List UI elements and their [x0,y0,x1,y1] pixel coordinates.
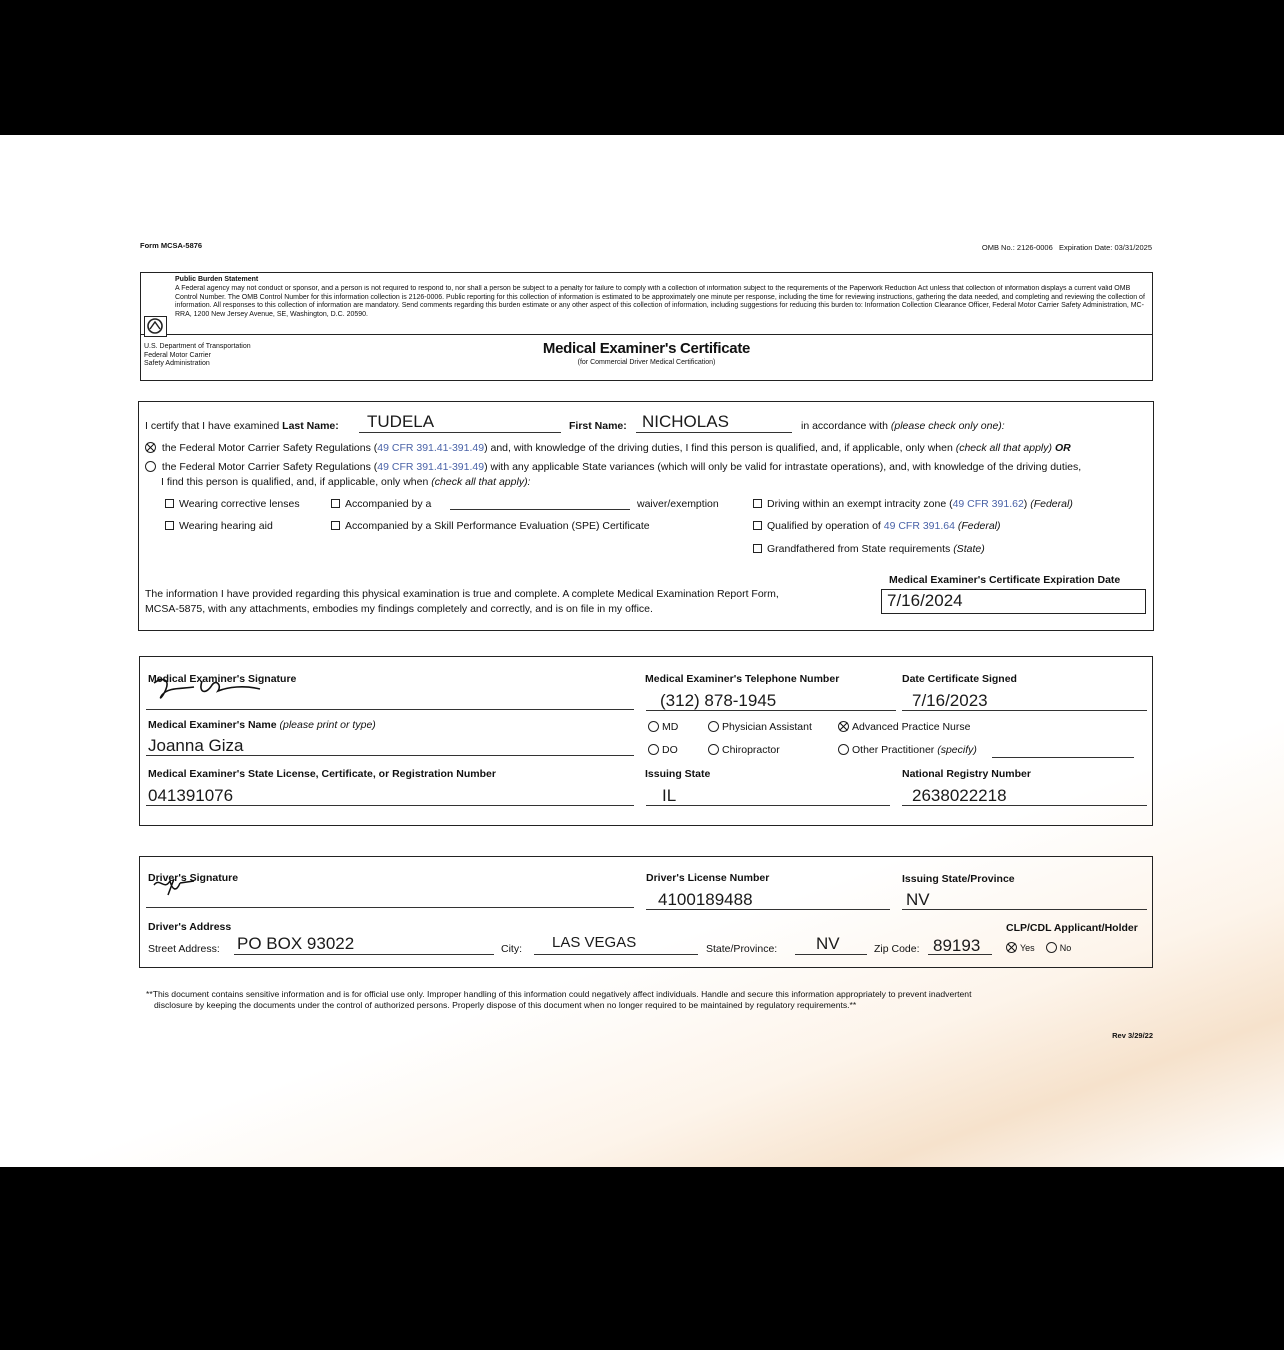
cond-waiver-label: waiver/exemption [637,498,719,510]
last-name-underline [359,432,561,433]
opt-chiro-radio[interactable] [708,744,719,755]
driver-box [139,856,1153,968]
examiner-name-label: Medical Examiner's Name [148,719,277,731]
opt-md [648,721,678,733]
cond-accompanied-checkbox[interactable] [331,499,340,508]
driver-state-line [902,909,1147,910]
cond-operation-note: (Federal) [957,520,1001,532]
page-title: Medical Examiner's Certificate [542,340,751,357]
option-federal-row [145,442,1071,454]
revision: Rev 3/29/22 [1112,1031,1153,1040]
opt-chiro [708,744,780,756]
certify-intro-row [145,420,339,432]
omb-number: OMB No.: 2126-0006 Expiration Date: 03/31/2025 [981,243,1152,252]
agency-line1: U.S. Department of Transportation [144,343,251,350]
driver-state-label: Issuing State/Province [902,873,1015,885]
driver-license-line [646,909,890,910]
option1-pre: the Federal Motor Carrier Safety Regulations ( [161,442,378,454]
clp-yes-radio[interactable] [1006,942,1017,953]
option-state-row2 [161,476,530,488]
cond-grandfathered-checkbox[interactable] [753,544,762,553]
first-name-value[interactable]: NICHOLAS [642,412,729,431]
opt-do-radio[interactable] [648,744,659,755]
first-name-underline [636,432,792,433]
opt-other-label: Other Practitioner [852,744,935,756]
issuing-state-line [646,805,890,806]
examiner-name-label-row [148,719,376,731]
expiration-label: Medical Examiner's Certificate Expiration Date [889,574,1121,586]
issuing-state-label: Issuing State [645,768,711,780]
opt-other-note: (specify) [937,744,977,756]
cond-intracity [753,498,1073,510]
opt-other-radio[interactable] [838,744,849,755]
certification-box [138,401,1154,631]
province-value[interactable]: NV [816,934,840,953]
cond-hearing-checkbox[interactable] [165,521,174,530]
cond-accompanied [331,498,431,510]
option1-post: ) and, with knowledge of the driving duties, I find this person is qualified, and, if applicable, only when [484,442,953,454]
cond-operation-checkbox[interactable] [753,521,762,530]
examiner-phone-line [646,710,896,711]
burden-section [141,273,1152,335]
street-line [234,954,494,955]
opt-apn [838,721,970,733]
driver-state-value[interactable]: NV [906,890,930,909]
driver-license-label: Driver's License Number [646,872,770,884]
agency-line3: Safety Administration [144,360,210,367]
opt-apn-radio[interactable] [838,721,849,732]
province-line [795,954,867,955]
opt-chiro-label: Chiropractor [722,744,780,756]
option2-line2: I find this person is qualified, and, if applicable, only when [161,476,429,488]
cond-accompanied-label: Accompanied by a [345,498,432,510]
footer-notice [146,989,971,1011]
accordance-note: (please check only one): [890,420,1005,432]
burden-title: Public Burden Statement [175,276,259,283]
opt-do-label: DO [662,744,678,756]
city-line [534,954,698,955]
clp-label: CLP/CDL Applicant/Holder [1006,922,1138,934]
clp-no-label: No [1059,943,1072,953]
cond-lenses [165,498,300,510]
cond-grandfathered [753,543,985,555]
clp-options [1006,942,1071,953]
opt-md-radio[interactable] [648,721,659,732]
option-state-radio[interactable] [145,461,156,472]
footer-notice-line2: disclosure by keeping the documents under the control of authorized persons. Properly dispose of this document when no longer required to be maintained by regulatory requirements.** [154,1000,857,1010]
last-name-label: Last Name: [282,420,339,432]
cond-operation-link[interactable]: 49 CFR 391.64 [883,520,955,532]
license-label: Medical Examiner's State License, Certificate, or Registration Number [148,768,496,780]
burden-text: A Federal agency may not conduct or sponsor, and a person is not required to respond to, nor shall a person be subject to a penalty for failure to comply with a collection of information subject to the requirements of the Paperwork Reduction Act unless that collection of information displays a current valid OMB Control Number. The OMB Control Number for this information collection is 2126-0006. Public reporting for this collection of information is estimated to be approximately one minute per response, including the time for reviewing instructions, gathering the data needed, and completing and reviewing the collection of information. All responses to this collection of information are mandatory. Send comments regarding this burden estimate or any other aspect of this collection of information, including suggestions for reducing this burden to: Information Collection Clearance Officer, Federal Motor Carrier Safety Administration, MC-RRA, 1200 New Jersey Avenue, SE, Washington, D.C. 20590. [175,285,1145,318]
driver-signature-label: Driver's Signature [148,872,239,884]
cond-operation-label: Qualified by operation of [767,520,881,532]
cond-grandfathered-label: Grandfathered from State requirements [767,543,951,555]
registry-label: National Registry Number [902,768,1031,780]
cond-intracity-label: Driving within an exempt intracity zone ( [767,498,953,510]
cond-hearing [165,520,273,532]
cond-intracity-link[interactable]: 49 CFR 391.62 [952,498,1024,510]
first-name-label: First Name: [569,420,627,432]
registry-value[interactable]: 2638022218 [912,786,1007,805]
option-state-row [145,461,1081,473]
option2-pre: the Federal Motor Carrier Safety Regulations ( [161,461,378,473]
statement-line1: The information I have provided regarding this physical examination is true and complete. A complete Medical Examination Report Form, [145,588,779,600]
driver-address-label: Driver's Address [148,921,232,933]
opt-pa-label: Physician Assistant [722,721,812,733]
footer-notice-line1: **This document contains sensitive information and is for official use only. Improper handling of this information could negatively affect individuals. Handle and secure this information appropriately to prevent inadvertent [146,989,972,999]
option2-link[interactable]: 49 CFR 391.41-391.49 [377,461,485,473]
street-label: Street Address: [148,943,220,955]
option2-post: ) with any applicable State variances (which will only be valid for intrastate operations), and, with knowledge of the driving duties, [484,461,1082,473]
license-value[interactable]: 041391076 [148,786,234,805]
statement [145,587,779,617]
city-value[interactable]: LAS VEGAS [552,934,637,951]
registry-line [902,805,1147,806]
driver-signature-image [150,871,200,901]
waiver-underline [450,509,630,510]
option2-note: (check all that apply): [431,476,531,488]
clp-yes-label: Yes [1020,943,1035,953]
opt-pa-radio[interactable] [708,721,719,732]
last-name-value[interactable]: TUDELA [367,412,435,431]
cond-spe-checkbox[interactable] [331,521,340,530]
option-federal-radio[interactable] [145,442,156,453]
opt-apn-label: Advanced Practice Nurse [852,721,971,733]
issuing-state-value[interactable]: IL [662,786,677,805]
cond-intracity-note: (Federal) [1030,498,1073,510]
cond-grandfathered-note: (State) [953,543,985,555]
examiner-name-value[interactable]: Joanna Giza [148,736,244,755]
cond-lenses-checkbox[interactable] [165,499,174,508]
opt-do [648,744,678,756]
form-number: Form MCSA-5876 [140,241,203,250]
page-subtitle: (for Commercial Driver Medical Certification) [577,359,716,366]
zip-line [928,954,992,955]
date-signed-label: Date Certificate Signed [902,673,1017,685]
province-label: State/Province: [706,943,778,955]
header-box [140,272,1153,381]
accordance-text: in accordance with [801,420,888,432]
cond-lenses-label: Wearing corrective lenses [179,498,300,510]
date-signed-value[interactable]: 7/16/2023 [912,691,988,710]
examiner-phone-label: Medical Examiner's Telephone Number [645,673,840,685]
cond-spe [331,520,650,532]
street-value[interactable]: PO BOX 93022 [237,934,355,953]
examiner-phone-value[interactable]: (312) 878-1945 [660,691,777,710]
expiration-value[interactable]: 7/16/2024 [881,589,1146,614]
examiner-signature-line [146,709,634,710]
date-signed-line [902,710,1147,711]
examiner-name-note: (please print or type) [279,719,376,731]
dot-logo-icon [144,316,167,337]
driver-license-value[interactable]: 4100189488 [658,890,753,909]
license-line [146,805,634,806]
examiner-box [139,656,1153,826]
cond-spe-label: Accompanied by a Skill Performance Evaluation (SPE) Certificate [345,520,650,532]
document-page [0,135,1284,1167]
zip-value[interactable]: 89193 [933,936,981,955]
zip-label: Zip Code: [874,943,920,955]
accordance-row [801,420,1005,432]
cond-hearing-label: Wearing hearing aid [179,520,273,532]
option1-note: (check all that apply) [955,442,1053,454]
examiner-signature-image [148,675,273,707]
city-label: City: [501,943,522,955]
examiner-signature-label: Medical Examiner's Signature [148,673,297,685]
certify-intro: I certify that I have examined [145,420,280,432]
clp-no-radio[interactable] [1046,942,1057,953]
opt-pa [708,721,812,733]
driver-signature-line [146,907,634,908]
examiner-name-line [146,755,634,756]
cond-intracity-checkbox[interactable] [753,499,762,508]
option1-link[interactable]: 49 CFR 391.41-391.49 [377,442,485,454]
opt-md-label: MD [662,721,679,733]
cond-intracity-post: ) [1023,498,1028,510]
option1-or: OR [1054,442,1071,454]
agency-line2: Federal Motor Carrier [144,351,211,359]
opt-other [838,744,977,756]
cond-operation [753,520,1001,532]
opt-other-line [992,757,1134,758]
statement-line2: MCSA-5875, with any attachments, embodies my findings completely and correctly, and is on file in my office. [145,603,653,615]
